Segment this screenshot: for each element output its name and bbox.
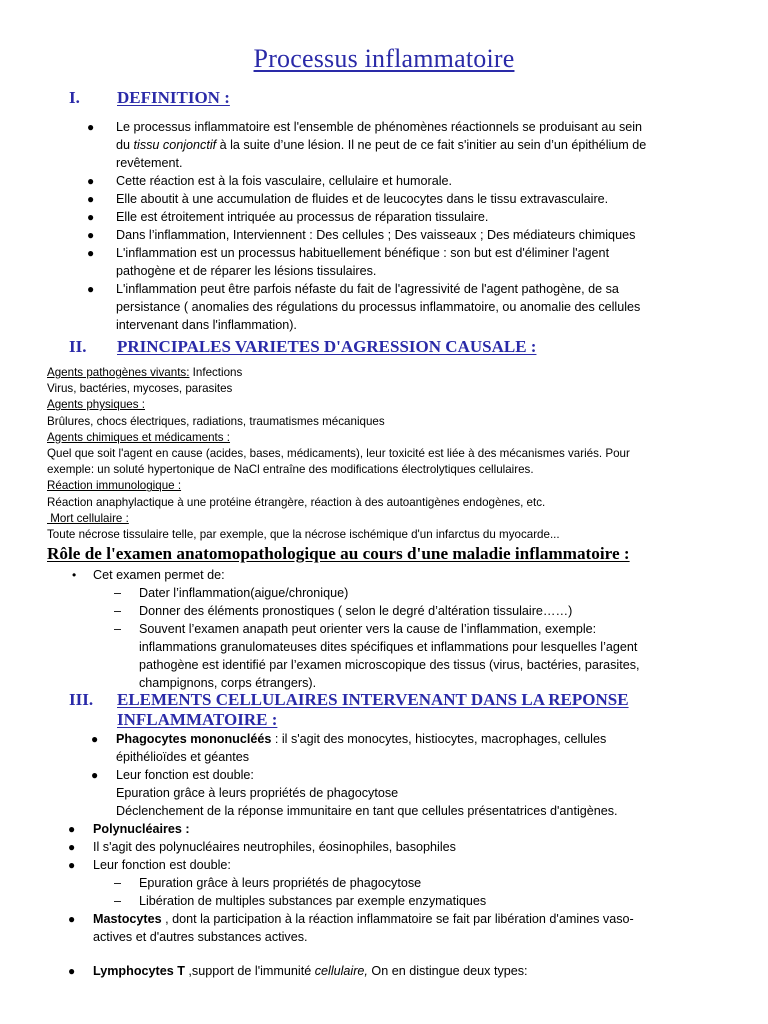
role-sublist: [114, 584, 739, 692]
section-title: ELEMENTS CELLULAIRES INTERVENANT DANS LA REPONSE: [117, 690, 629, 709]
section-heading-agressions: [69, 337, 629, 357]
list-item: ● Dans l’inflammation, Interviennent : Des cellules ; Des vaisseaux ; Des médiateurs chimiques: [87, 228, 636, 242]
bullet-icon: ●: [87, 246, 95, 260]
bullet-icon: ●: [91, 732, 99, 746]
cellules-list-poly: [68, 820, 733, 874]
section-title: INFLAMMATOIRE :: [117, 710, 278, 729]
category-label: Agents chimiques et médicaments :: [47, 430, 231, 444]
definition-list: [87, 118, 726, 334]
bullet-icon: ●: [68, 912, 76, 926]
section-title: PRINCIPALES VARIETES D'AGRESSION CAUSALE :: [117, 337, 537, 356]
role-heading: Rôle de l'examen anatomopathologique au cours d'une maladie inflammatoire :: [47, 544, 630, 563]
category-label: Mort cellulaire :: [47, 511, 129, 525]
bullet-icon: •: [72, 568, 77, 582]
list-item: ● Phagocytes mononucléés : il s'agit des monocytes, histiocytes, macrophages, cellules épithélioïdes et géantes: [91, 732, 607, 764]
list-item: ● Le processus inflammatoire est l'ensemble de phénomènes réactionnels se produisant au sein du tissu conjonctif à la suite d’une lésion. Il ne peut de ce fait s'initier au sein d’un épithélium de revêtement.: [87, 120, 647, 170]
list-item: ● Lymphocytes T ,support de l'immunité cellulaire, On en distingue deux types:: [68, 964, 528, 978]
list-item: ● Leur fonction est double:: [68, 858, 231, 872]
list-item: – Dater l’inflammation(aigue/chronique): [114, 586, 349, 600]
list-item: – Donner des éléments pronostiques ( selon le degré d’altération tissulaire……): [114, 604, 573, 618]
section-heading-elements: [69, 690, 709, 730]
cellules-list-phagocytes: [91, 730, 726, 820]
bullet-icon: ●: [68, 822, 76, 836]
section-heading-definition: [69, 88, 469, 108]
cellules-list-lympho: [68, 962, 723, 980]
bullet-icon: ●: [68, 840, 76, 854]
category-label: Réaction immunologique :: [47, 479, 182, 493]
bullet-icon: ●: [68, 964, 76, 978]
dash-icon: –: [114, 876, 122, 890]
bullet-icon: ●: [87, 192, 95, 206]
list-item: ● Elle est étroitement intriquée au processus de réparation tissulaire.: [87, 210, 489, 224]
list-item: ● Polynucléaires :: [68, 822, 190, 836]
dash-icon: –: [114, 586, 122, 600]
category-label: Agents pathogènes vivants:: [47, 366, 190, 379]
bullet-icon: ●: [87, 282, 95, 296]
category-label: Agents physiques :: [47, 398, 145, 412]
role-list: [72, 566, 733, 584]
agressions-block: Agents pathogènes vivants: Infections Virus, bactéries, mycoses, parasites Agents physiques : Brûlures, chocs électriques, radiations, traumatismes mécaniques Agents chimiques et médicaments : Quel que soit l'agent en cause (acides, bases, médicaments), leur toxicité est liée à des mécanismes variés. Pour exemple: un soluté hypertonique de NaCl entraîne des modifications électrolytiques cellulaires. Réaction immunologique : Réaction anaphylactique à une protéine étrangère, réaction à des autoantigènes endogènes, etc. Mort cellulaire : Toute nécrose tissulaire telle, par exemple, que la nécrose ischémique d'un infarctus du myocarde...: [47, 365, 747, 543]
dash-icon: –: [114, 604, 122, 618]
list-item: – Epuration grâce à leurs propriétés de phagocytose: [114, 876, 422, 890]
list-item: ● Leur fonction est double: Epuration grâce à leurs propriétés de phagocytose Déclenchement de la réponse immunitaire en tant que cellules présentatrices d'antigènes.: [91, 768, 618, 818]
document-title: Processus inflammatoire: [253, 44, 515, 73]
list-item: ● L'inflammation est un processus habituellement bénéfique : son but est d'éliminer l'agent pathogène et de réparer les lésions tissulaires.: [87, 246, 610, 278]
dash-icon: –: [114, 894, 122, 908]
list-item: – Souvent l’examen anapath peut orienter vers la cause de l’inflammation, exemple: inflammations granulomateuses dites spécifiques et inflammations pour lesquelles l’agent pathogène est identifié par l’examen microscopique des tissus (virus, bactéries, parasites, champignons, corps étrangers).: [114, 622, 640, 690]
list-item: ● Il s'agit des polynucléaires neutrophiles, éosinophiles, basophiles: [68, 840, 456, 854]
bullet-icon: ●: [87, 228, 95, 242]
bullet-icon: ●: [87, 174, 95, 188]
section-number: I.: [69, 88, 80, 107]
dash-icon: –: [114, 622, 122, 636]
list-item: ● Cette réaction est à la fois vasculaire, cellulaire et humorale.: [87, 174, 452, 188]
list-item: ● L'inflammation peut être parfois néfaste du fait de l'agressivité de l'agent pathogène, de sa persistance ( anomalies des régulations du processus inflammatoire, ou anomalie des cellules intervenant dans l'inflammation).: [87, 282, 641, 332]
list-item: • Cet examen permet de:: [72, 568, 225, 582]
section-number: II.: [69, 337, 87, 356]
bullet-icon: ●: [87, 120, 95, 134]
list-item: ● Elle aboutit à une accumulation de fluides et de leucocytes dans le tissu extravasculaire.: [87, 192, 609, 206]
bullet-icon: ●: [68, 858, 76, 872]
list-item: ● Mastocytes , dont la participation à la réaction inflammatoire se fait par libération d'amines vaso- actives et d'autres substances actives.: [68, 912, 634, 944]
cellules-list-masto: [68, 910, 723, 946]
cellules-sublist: [114, 874, 739, 910]
section-number: III.: [69, 690, 94, 709]
bullet-icon: ●: [87, 210, 95, 224]
list-item: – Libération de multiples substances par exemple enzymatiques: [114, 894, 487, 908]
bullet-icon: ●: [91, 768, 99, 782]
section-title: DEFINITION :: [117, 88, 230, 107]
